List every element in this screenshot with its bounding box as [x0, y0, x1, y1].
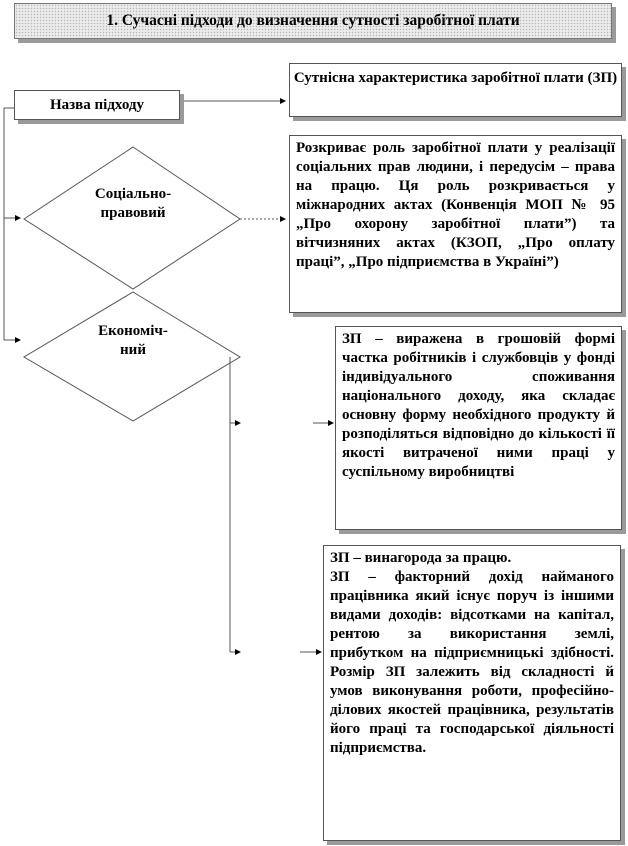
economic-description-box-2	[323, 545, 621, 841]
economic-label-line1: Економіч-	[98, 323, 168, 339]
social-label-line1: Соціально-	[94, 186, 172, 202]
page-title: 1. Сучасні підходи до визначення сутності заробітної плати	[14, 3, 612, 39]
characteristic-header-box: Сутнісна характеристика заробітної плати (ЗП)	[289, 63, 622, 117]
social-label-line2: правовий	[100, 205, 166, 221]
economic-label-line2: ний	[120, 342, 146, 358]
social-description-box: Розкриває роль заробітної плати у реалізації соціальних прав людини, і передусім – права на працю. Ця роль розкривається у міжнародних актах (Конвенція МОП № 95 „Про охорону заробітної плати”) та вітчизняних актах (КЗОП, „Про оплату праці”, „Про підприємства в Україні”)	[289, 135, 622, 313]
economic-description-2a: ЗП – винагорода за працю.	[330, 550, 512, 566]
approach-name-box: Назва підходу	[14, 90, 180, 120]
economic-description-2b: ЗП – факторний дохід найманого працівника який існує поруч із іншими видами доходів: відсотками на капітал, рентою за використання землі, прибутком на підприємницькі здібності. Розмір ЗП залежить від складності й умов виконування роботи, професійно-ділових якостей працівника, результатів його праці та господарської діяльності підприємства.	[330, 569, 614, 756]
diamond-economic-label	[70, 322, 196, 360]
economic-description-box-1: ЗП – виражена в грошовій формі частка робітників і службовців у фонді індивідуального споживання національного доходу, яка складає основну форму необхідного продукту й розподіляться відповідно до кількості її якості витраченої ними праці у суспільному виробництві	[335, 326, 622, 530]
diamond-social-label	[70, 185, 196, 223]
